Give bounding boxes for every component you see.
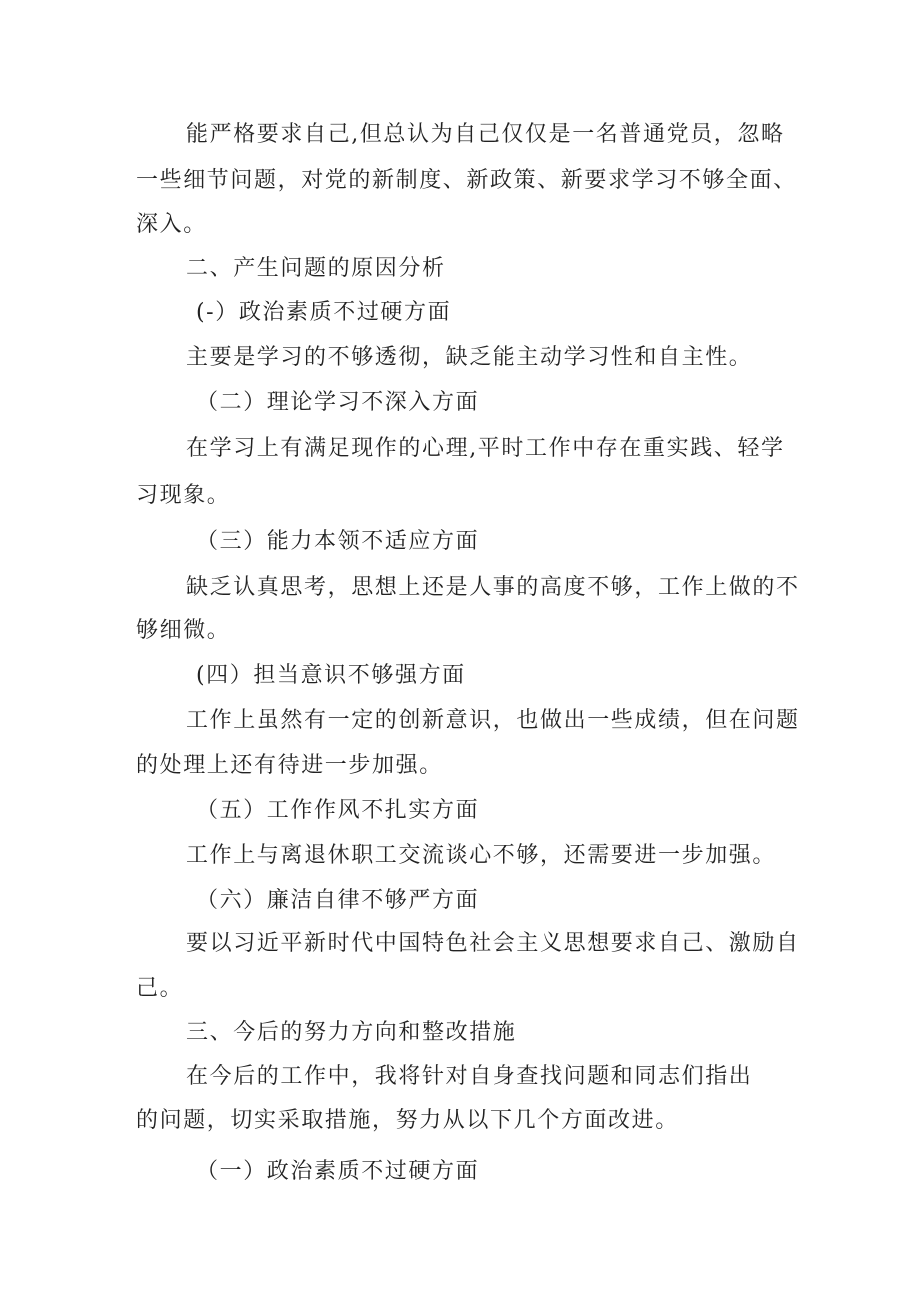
subsection-heading: （六）廉洁自律不够严方面 [196,888,480,913]
paragraph-line: 习现象。 [136,483,231,508]
subsection-heading: （五）工作作风不扎实方面 [196,798,480,823]
subsection-heading: (-）政治素质不过硬方面 [196,300,452,325]
paragraph-line: 在学习上有满足现作的心理,平时工作中存在重实践、轻学 [186,436,785,461]
paragraph-line: 够细微。 [136,618,231,643]
paragraph-line: 主要是学习的不够透彻，缺乏能主动学习性和自主性。 [186,345,753,370]
paragraph-line: 缺乏认真思考，思想上还是人事的高度不够，工作上做的不 [186,575,800,600]
paragraph-line: 的处理上还有待进一步加强。 [136,753,443,778]
paragraph-line: 工作上虽然有一定的创新意识，也做出一些成绩，但在问题 [186,708,800,733]
subsection-heading: （二）理论学习不深入方面 [196,390,480,415]
subsection-heading: (四）担当意识不够强方面 [196,663,466,688]
paragraph-line: 工作上与离退休职工交流谈心不够，还需要进一步加强。 [186,843,777,868]
paragraph-line: 的问题，切实采取措施，努力从以下几个方面改进。 [136,1108,679,1133]
subsection-heading: （一）政治素质不过硬方面 [196,1159,480,1184]
section-heading: 三、今后的努力方向和整改措施 [186,1020,517,1045]
paragraph-line: 己。 [136,976,184,1001]
paragraph-line: 在今后的工作中，我将针对自身查找问题和同志们指出 [186,1064,753,1089]
paragraph-line: 一些细节问题，对党的新制度、新政策、新要求学习不够全面、 [136,168,797,193]
paragraph-line: 能严格要求自己,但总认为自己仅仅是一名普通党员，忽略 [186,122,785,147]
paragraph-line: 要以习近平新时代中国特色社会主义思想要求自己、激励自 [186,931,800,956]
paragraph-line: 深入。 [136,212,207,237]
subsection-heading: （三）能力本领不适应方面 [196,529,480,554]
section-heading: 二、产生问题的原因分析 [186,256,446,281]
